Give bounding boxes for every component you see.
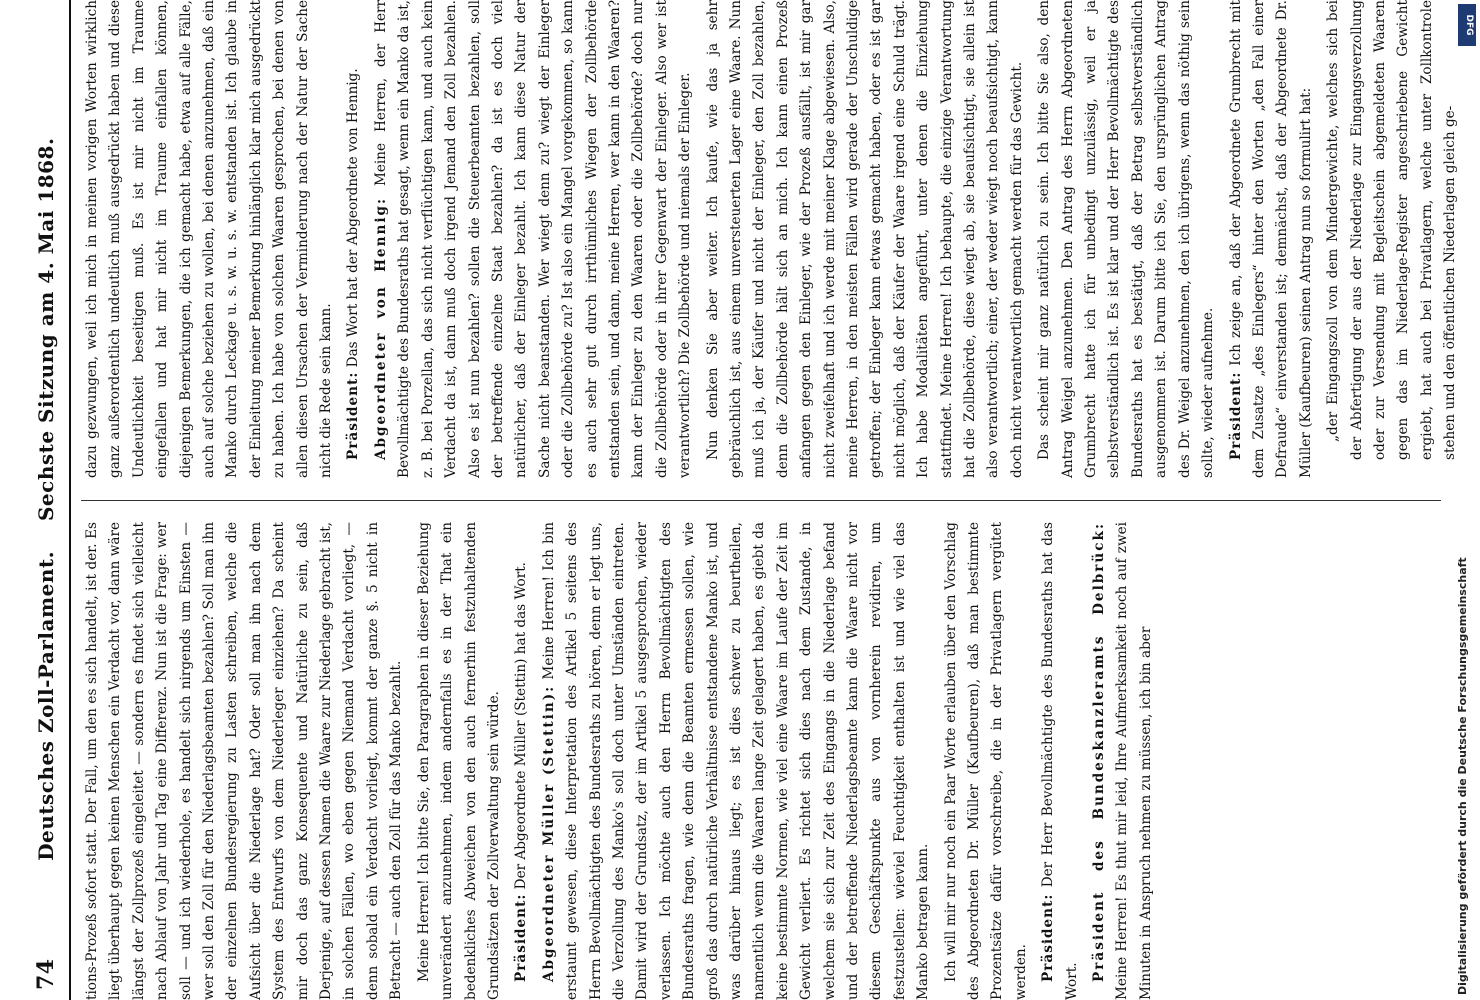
president-label: Präsident: <box>513 893 530 982</box>
speaker-delbrueck-label: Präsident des Bundeskanzleramts Delbrück: <box>1091 522 1108 982</box>
parliament-title: Deutsches Zoll-Parlament. <box>34 550 58 861</box>
left-paragraph-6: Der Herr Bevollmächtigte des Bundesraths hat das Wort. <box>1040 522 1080 1000</box>
right-paragraph-5: Das scheint mir ganz natürlich zu sein. Ich bitte Sie also, den Antrag Weigel anzunehmen. Den Antrag des Herrn Abgeordneten Grumbrecht hatte ich für unbedingt unzulässig, weil er ja selbstverständlich ist. Es ist klar und der Herr Bevollmächtigte des Bundesraths hat es bestätigt, daß der Betrag selbstverständlich ausgenommen ist. Darum bitte ich Sie, den ursprünglichen Antrag des Dr. Weigel anzunehmen, den ich übrigens, wenn das nöthig sein sollte, wieder aufnehme. <box>1036 0 1217 478</box>
rotated-printed-page <box>25 0 1459 1000</box>
president-label-4: Präsident: <box>1227 371 1244 460</box>
digitization-note: Digitalisierung gefördert durch die Deutsche Forschungsgemeinschaft <box>1456 557 1469 995</box>
digitization-strip <box>1452 0 1480 1000</box>
left-paragraph-3: Der Abgeordnete Müller (Stettin) hat das Wort. <box>513 562 530 890</box>
right-paragraph-3: Meine Herren, der Herr Bevollmächtigte des Bundesraths hat gesagt, wenn ein Manko da ist, z. B. bei Porzellan, das sich nicht verflüchtigen kann, und auch kein Verdacht da ist, dann muß doch irgend Jemand den Zoll bezahlen. Also es ist nun bezahlen? sollen die Steuerbeamten bezahlen, soll der betreffende einzelne Staat bezahlen? da ist es doch viel natürlicher, daß der Einleger bezahlt. Ich kann diese Natur der Sache nicht beanstanden. Wer wiegt denn zu? wiegt der Einleger oder die Zollbehörde zu? Ist also ein Mangel vorgekommen, so kann es auch sehr gut durch irrthümliches Wiegen der Zollbehörde entstanden sein, und dann, meine Herren, wer kann in den Waaren? kann der Einleger zu den Waaren oder die Zollbehörde? doch nur die Zollbehörde oder in ihrer Gegenwart der Einleger. Also wer ist verantwortlich? Die Zollbehörde und niemals der Einleger. <box>372 0 694 478</box>
right-paragraph-6: Ich zeige an, daß der Abgeordnete Grumbrecht mit dem Zusatze „des Einlegers“ hinter den Worten „den Fall einer Defraude“ einverstanden ist; demnächst, daß der Abgeordnete Dr. Müller (Kaufbeuren) seinen Antrag nun so formulirt hat: <box>1227 0 1314 478</box>
right-paragraph-2: Das Wort hat der Abgeordnete von Hennig. <box>345 68 362 368</box>
motion-quote: „der Eingangszoll von dem Mindergewichte, welches sich bei der Abfertigung der aus der Niederlage zur Eingangsverzollung oder zur Versendung mit Begleitschein abgemeldeten Waaren gegen das im Niederlage-Register angeschriebene Gewicht ergiebt, hat auch bei Privatlagern, welche unter Zollkontrole stehen und den öffentlichen Niederlagen gleich ge- <box>1325 0 1459 460</box>
right-paragraph-4: Nun denken Sie aber weiter. Ich kaufe, wie das ja sehr gebräuchlich ist, aus einem unversteuerten Lager eine Waare. Nun muß ich ja, der Käufer und nicht der Einleger, den Zoll bezahlen, denn die Zollbehörde hält sich an mich. Ich kann einen Prozeß anfangen gegen den Einleger, wie der Prozeß ausfällt, ist mir gar nicht zweifelhaft und ich werde mit meiner Klage abgewiesen. Also, meine Herren, in den meisten Fällen wird gerade der Unschuldige getroffen; der Einleger kann etwas gemacht haben, oder es ist gar nicht möglich, daß der Käufer der Waare irgend eine Schuld trägt. Ich habe Modalitäten angeführt, unter denen die Einziehung stattfindet. Meine Herren! Ich behaupte, die einzige Verantwortung hat die Zollbehörde, diese wiegt ab, sie beaufsichtigt, sie allein ist also verantwortlich; einer, der weder wiegt noch beaufsichtigt, kann doch nicht verantwortlich gemacht werden für das Gewicht. <box>704 0 1025 478</box>
right-column <box>81 0 1459 478</box>
running-title <box>34 40 58 958</box>
speaker-mueller-label: Abgeordneter Müller (Stettin): <box>540 684 557 982</box>
speaker-hennig-label: Abgeordneter von Hennig: <box>372 196 389 460</box>
president-label-3: Präsident: <box>345 371 362 460</box>
president-label-2: Präsident: <box>1040 893 1057 982</box>
left-paragraph-4: Meine Herren! Ich bin erstaunt gewesen, diese Interpretation des Artikel 5 seitens des Herrn Bevollmächtigten des Bundesraths zu hören, denn er legt uns, die Verzollung des Manko's soll doch unter Umständen eintreten. Damit wird der Grundsatz, der im Artikel 5 ausgesprochen, wieder verlassen. Ich möchte auch den Herrn Bevollmächtigten des Bundesraths fragen, wie denn die Beamten ermessen sollen, wie groß das durch natürliche Verhältnisse entstandene Manko ist, und was darüber hinaus liegt; es ist dies schwer zu beurtheilen, namentlich wenn die Waaren lange Zeit gelagert haben, es giebt da keine bestimmte Normen, wie viel eine Waare im Laufe der Zeit im Gewicht verliert. Es richtet sich dies nach dem Zustande, in welchem sie sich zur Zeit des Eingangs in die Niederlage befand und der betreffende Niederlagsbeamte kann die Waare nicht vor diesem Geschäftspunkte aus von vornherein revidiren, um festzustellen: wieviel Feuchtigkeit enthalten ist und wie viel das Manko betragen kann. <box>540 522 932 1000</box>
column-divider <box>81 500 1441 501</box>
left-paragraph-2: Meine Herren! Ich bitte Sie, den Paragraphen in dieser Beziehung unverändert anzunehmen, indem andernfalls es in der That ein bedenkliches Abweichen von den auch fernerhin festzuhaltenden Grundsätzen der Zollverwaltung sein würde. <box>415 522 502 1000</box>
left-paragraph-1: tions-Prozeß sofort statt. Der Fall, um den es sich handelt, ist der. Es liegt überhaupt gegen keinen Menschen ein Verdacht vor, dann wäre längst der Zollprozeß eingeleitet — sondern es findet sich vielleicht nach Ablauf von Jahr und Tag eine Differenz. Nun ist die Frage: wer soll — und ich wiederhole, es handelt sich nirgends um Einsten — wer soll den Zoll für den Niederlagsbeamten bezahlen? Soll man ihn der einzelnen Bundesregierung zu Lasten schreiben, welche die Aufsicht über die Niederlage hat? Oder soll man ihn nach dem System des Entwurfs von dem Niederleger einziehen? Da scheint mir doch das ganz Konsequente und Natürliche zu sein, daß Derjenige, auf dessen Namen die Waare zur Niederlage gebracht ist, in solchen Fällen, wo eben gegen Niemand Verdacht vorliegt, — denn sobald ein Verdacht vorliegt, kommt der ganze §. 5 nicht in Betracht — auch den Zoll für das Manko bezahlt. <box>84 522 405 1000</box>
left-column <box>81 522 1441 1000</box>
header-rule <box>69 0 71 1000</box>
dfg-logo-text: DFG <box>1464 14 1474 36</box>
page-header <box>25 0 67 1000</box>
page-number: 74 <box>33 958 59 990</box>
right-paragraph-1: dazu gezwungen, weil ich mich in meinen vorigen Worten wirklich ganz außerordentlich undeutlich muß ausgedrückt haben und diese Undeutlichkeit beseitigen muß. Es ist mir nicht im Traume eingefallen und hat mir nicht im Traume einfallen können, diejenigen Bemerkungen, die ich gemacht habe, etwa auf alle Fälle, auch auf solche beziehen zu wollen, bei denen anzunehmen, daß ein Manko durch Leckage u. s. w. u. s. w. entstanden ist. Ich glaube in der Einleitung meiner Bemerkung hinlänglich klar mich ausgedrückt zu haben. Ich habe von solchen Waaren gesprochen, bei denen von allen diesen Ursachen der Verminderung nach der Natur der Sache nicht die Rede sein kann. <box>84 0 335 478</box>
left-paragraph-5: Ich will mir nur noch ein Paar Worte erlauben über den Vorschlag des Abgeordneten Dr. Müller (Kaufbeuren), daß man bestimmte Prozentsätze dafür vorschreibe, die in der Privatlagern vergütet werden. <box>942 522 1029 1000</box>
session-title: Sechste Sitzung am 4. Mai 1868. <box>34 137 58 522</box>
left-paragraph-7: Meine Herren! Es thut mir leid, Ihre Aufmerksamkeit noch auf zwei Minuten in Anspruch nehmen zu müssen, ich bin aber <box>1114 522 1154 1000</box>
